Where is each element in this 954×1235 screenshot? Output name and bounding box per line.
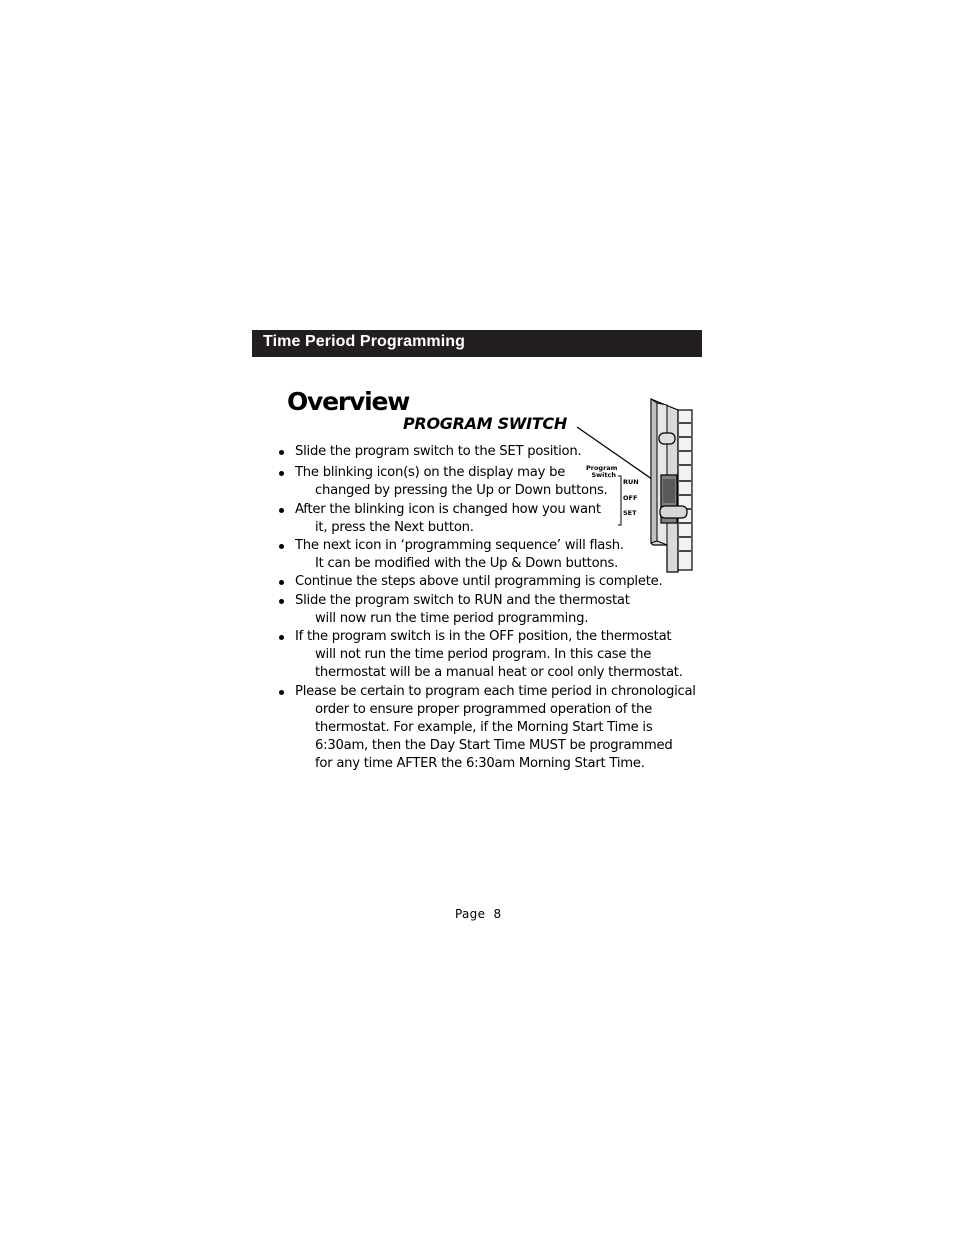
instruction-line: thermostat. For example, if the Morning Start Time is <box>315 720 653 736</box>
switch-position-run-label: RUN <box>623 478 639 486</box>
overview-heading: Overview <box>287 387 410 416</box>
page-number: Page 8 <box>455 907 502 921</box>
program-switch-heading: PROGRAM SWITCH <box>403 414 567 433</box>
instruction-line: It can be modified with the Up & Down buttons. <box>315 556 619 572</box>
instruction-line: for any time AFTER the 6:30am Morning Start Time. <box>315 756 645 772</box>
instruction-line: 6:30am, then the Day Start Time MUST be programmed <box>315 738 673 754</box>
instruction-line: If the program switch is in the OFF position, the thermostat <box>295 629 672 645</box>
instruction-item <box>277 628 697 683</box>
instruction-item <box>277 683 697 774</box>
instruction-line: it, press the Next button. <box>315 519 474 535</box>
program-switch-label-line2: Switch <box>591 471 616 479</box>
instruction-line: order to ensure proper programmed operation of the <box>315 701 652 717</box>
instruction-line: Slide the program switch to the SET position. <box>295 444 582 459</box>
program-switch-label <box>586 465 616 479</box>
thermostat-side-view-illustration <box>560 395 700 575</box>
instruction-line: thermostat will be a manual heat or cool only thermostat. <box>315 665 683 681</box>
instruction-line: Please be certain to program each time period in chronological <box>295 683 696 699</box>
instruction-line: The next icon in ‘programming sequence’ will flash. <box>295 538 624 554</box>
instruction-line: Continue the steps above until programming is complete. <box>295 574 663 590</box>
section-header-title: Time Period Programming <box>263 333 466 350</box>
switch-position-off-label: OFF <box>623 494 638 502</box>
instruction-line: changed by pressing the Up or Down buttons. <box>315 483 608 499</box>
program-switch-label-line1: Program <box>586 464 618 472</box>
instruction-line: Slide the program switch to RUN and the thermostat <box>295 592 630 608</box>
instruction-item <box>277 573 697 591</box>
instruction-line: After the blinking icon is changed how you want <box>295 501 601 517</box>
instruction-item <box>277 592 697 628</box>
instruction-line: The blinking icon(s) on the display may be <box>295 465 566 481</box>
instruction-line: will not run the time period program. In this case the <box>315 647 652 663</box>
section-header-bar <box>252 330 702 357</box>
instruction-line: will now run the time period programming. <box>315 610 589 626</box>
switch-position-set-label: SET <box>623 509 637 517</box>
